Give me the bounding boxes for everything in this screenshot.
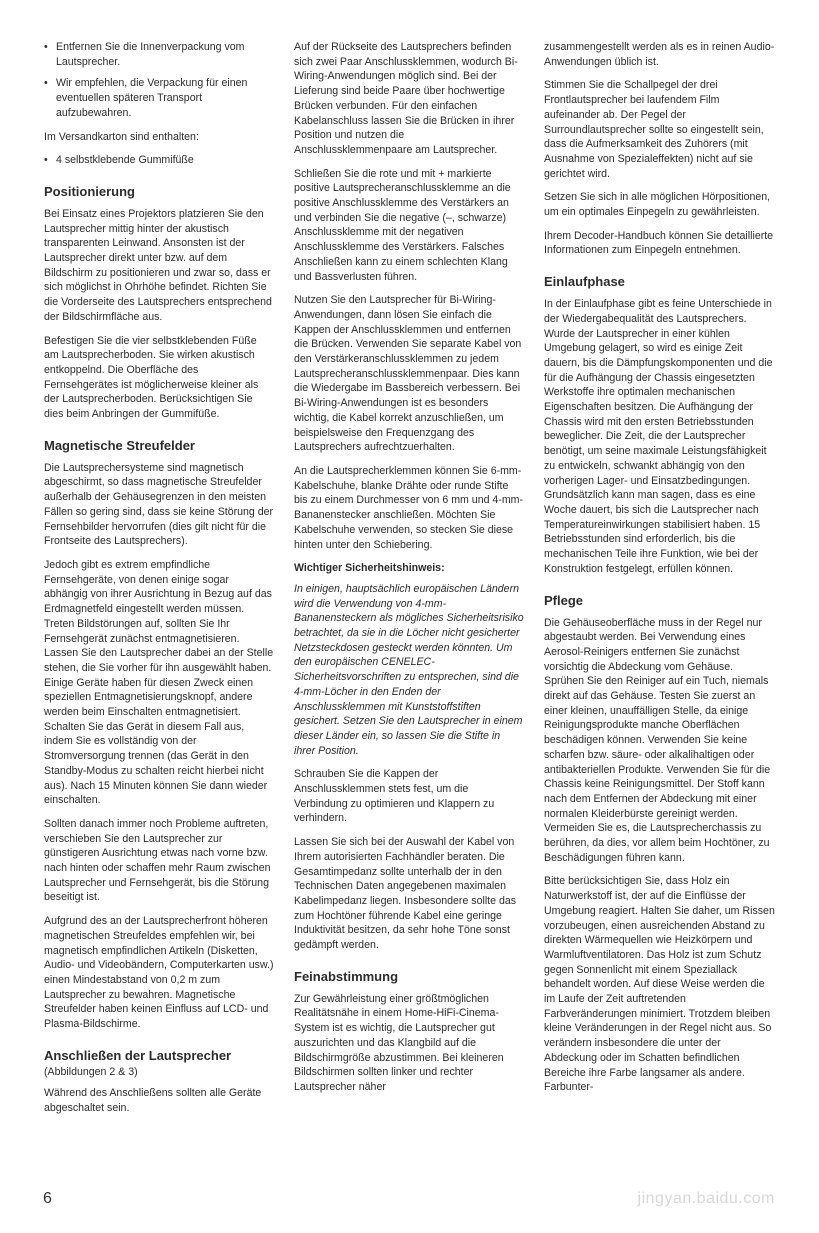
- paragraph: Nutzen Sie den Lautsprecher für Bi-Wiring-Anwendungen, dann lösen Sie einfach die Kappen der Anschlussklemmen und entfernen die Brücken. Verwenden Sie separate Kabel von den Verstärkeranschlussklemmen zu jedem Lautsprecheranschlussklemmenpaar. Dies kann die Wiedergabe im Bassbereich verbessern. Bei Bi-Wiring-Anwendungen ist es besonders wichtig, die Kabel korrekt anzuschließen, um beispielsweise den Frequenzgang des Lautsprechers aufrechtzuerhalten.: [294, 294, 522, 454]
- heading-positionierung: Positionierung: [44, 183, 135, 199]
- bullet-list-contents: [44, 153, 274, 168]
- paragraph: Während des Anschließens sollten alle Geräte abgeschaltet sein.: [44, 1087, 262, 1115]
- heading-sicherheitshinweis: Wichtiger Sicherheitshinweis:: [294, 562, 445, 575]
- column-3: [544, 40, 776, 1104]
- heading-magnetische-streufelder: Magnetische Streufelder: [44, 437, 195, 453]
- paragraph: zusammengestellt werden als es in reinen Audio-Anwendungen üblich ist.: [544, 41, 775, 68]
- paragraph: Setzen Sie sich in alle möglichen Hörpositionen, um ein optimales Einpegeln zu gewährleisten.: [544, 191, 771, 219]
- list-item: • Entfernen Sie die Innenverpackung vom Lautsprecher.: [44, 40, 274, 69]
- paragraph: Zur Gewährleistung einer größtmöglichen Realitätsnähe in einem Home-HiFi-Cinema-System ist es wichtig, die Lautsprecher gut auszurichten und das Klangbild auf die Bildschirmgröße abzustimmen. Bei kleineren Bildschirmen sollten linker und rechter Lautsprecher näher: [294, 992, 504, 1093]
- paragraph: Auf der Rückseite des Lautsprechers befinden sich zwei Paar Anschlussklemmen, wodurch Bi-Wiring-Anwendungen möglich sind. Bei der Lieferung sind beide Paare über hochwertige Brücken verbunden. Für den einfachen Kabelanschluss lassen Sie die Brücken in ihrer Position und nutzen die Anschlussklemmenpaare am Lautsprecher.: [294, 41, 518, 156]
- paragraph: Jedoch gibt es extrem empfindliche Fernsehgeräte, von denen einige sogar abhängig von ihrer Ausrichtung in Bezug auf das Erdmagnetfeld eingestellt werden müssen. Treten Bildstörungen auf, sollten Sie Ihr Fernsehgerät zunächst entmagnetisieren. Lassen Sie den Lautsprecher dabei an der Stelle stehen, die Sie vorher für ihn ausgewählt haben. Einige Geräte haben für diesen Zweck einen speziellen Entmagnetisierungsknopf, andere werden beim Einschalten entmagnetisiert. Schalten Sie das Gerät in diesem Fall aus, indem Sie es vollständig von der Stromversorgung trennen (das Gerät in den Standby-Modus zu schalten reicht hierbei nicht aus). Nach 15 Minuten können Sie dann wieder einschalten.: [44, 558, 274, 807]
- watermark: jingyan.baidu.com: [637, 1190, 775, 1207]
- column-1: [44, 40, 274, 1125]
- paragraph: An die Lautsprecherklemmen können Sie 6-mm-Kabelschuhe, blanke Drähte oder runde Stifte bis zu einem Durchmesser von 6 mm und 4-mm-Bananenstecker anschließen. Möchten Sie Kabelschuhe verwenden, so stecken Sie diese hinten unter den Schiebering.: [294, 464, 524, 551]
- paragraph: Im Versandkarton sind enthalten:: [44, 130, 199, 143]
- paragraph: Die Gehäuseoberfläche muss in der Regel nur abgestaubt werden. Bei Verwendung eines Aerosol-Reinigers entfernen Sie zunächst vorsichtig die Abdeckung vom Gehäuse. Sprühen Sie den Reiniger auf ein Tuch, niemals direkt auf das Gehäuse. Testen Sie zuerst an einer kleinen, unauffälligen Stelle, da einige Reinigungsprodukte manche Oberflächen beschädigen können. Verwenden Sie keine scharfen bzw. säure- oder alkalihaltigen oder antibakteriellen Produkte. Verwenden Sie für die Chassis keine Reinigungsmittel. Der Stoff kann nach dem Entfernen der Abdeckung mit einer normalen Kleiderbürste gereinigt werden. Vermeiden Sie es, die Lautsprecherchassis zu berühren, da dies, vor allem beim Hochtöner, zu Beschädigungen führen kann.: [544, 616, 771, 864]
- page-number: 6: [43, 1190, 52, 1207]
- safety-notice: In einigen, hauptsächlich europäischen Ländern wird die Verwendung von 4-mm-Bananensteckern als mögliches Sicherheitsrisiko betrachtet, da sie in die Löcher nicht gesicherter Netzsteckdosen gesteckt werden könnten. Um den europäischen CENELEC-Sicherheitsvorschriften zu entsprechen, sind die 4-mm-Löcher in den Enden der Anschlussklemmen mit Kunststoffstiften gesichert. Setzen Sie den Lautsprecher in einem dieser Länder ein, so lassen Sie die Stifte in ihrer Position.: [294, 582, 524, 757]
- paragraph: Schrauben Sie die Kappen der Anschlussklemmen stets fest, um die Verbindung zu optimieren und Klappern zu verhindern.: [294, 768, 495, 825]
- paragraph: Schließen Sie die rote und mit + markierte positive Lautsprecheranschlussklemme an die positive Anschlussklemme des Verstärkers an und verbinden Sie die negative (–, schwarze) Anschlussklemme mit der negativen Anschlussklemme des Verstärkers. Falsches Anschließen kann zu einem schlechten Klang und Bassverlusten führen.: [294, 167, 511, 283]
- paragraph: Ihrem Decoder-Handbuch können Sie detaillierte Informationen zum Einpegeln entnehmen.: [544, 229, 774, 257]
- heading-anschliessen: Anschließen der Lautsprecher: [44, 1047, 232, 1063]
- paragraph: Befestigen Sie die vier selbstklebenden Füße am Lautsprecherboden. Sie wirken akustisch entkoppelnd. Die Oberfläche des Fernsehgerätes ist möglicherweise kleiner als der Lautsprecherboden. Berücksichtigen Sie dies beim Anbringen der Gummifüße.: [44, 334, 259, 421]
- paragraph: Bitte berücksichtigen Sie, dass Holz ein Naturwerkstoff ist, der auf die Einflüsse der Umgebung reagiert. Halten Sie daher, um Rissen vorzubeugen, einen ausreichenden Abstand zu direkten Wärmequellen wie Heizkörpern und Warmluftventilatoren. Das Holz ist zum Schutz gegen Sonnenlicht mit einem Speziallack behandelt worden. Auf diese Weise werden die im Laufe der Zeit auftretenden Farbveränderungen minimiert. Trotzdem bleiben kleine Veränderungen in der Regel nicht aus. So verändern insbesondere die unter der Abdeckung oder im Schatten befindlichen Bereiche ihre Farbe langsamer als andere. Farbunter-: [544, 875, 775, 1094]
- paragraph: Lassen Sie sich bei der Auswahl der Kabel von Ihrem autorisierten Fachhändler beraten. Die Gesamtimpedanz sollte unterhalb der in den Technischen Daten angegebenen maximalen Kabelimpedanz liegen. Insbesondere sollte das zum Hochtöner führende Kabel eine geringe Induktivität besitzen, da sehr hohe Töne sonst gedämpft werden.: [294, 836, 517, 952]
- bullet-list-unpacking: [44, 40, 274, 121]
- list-item: • 4 selbstklebende Gummifüße: [44, 153, 274, 168]
- paragraph: Stimmen Sie die Schallpegel der drei Frontlautsprecher bei laufendem Film aufeinander ab. Der Pegel der Surroundlautsprecher sollte so eingestellt sein, dass die Aufmerksamkeit des Zuhörers (mit Ausnahme von Spezialeffekten) nicht auf sie gerichtet wird.: [544, 79, 764, 180]
- heading-einlaufphase: Einlaufphase: [544, 274, 625, 290]
- paragraph: Bei Einsatz eines Projektors platzieren Sie den Lautsprecher mittig hinter der akustisch transparenten Leinwand. Ansonsten ist der Lautsprecher direkt unter bzw. auf dem Bildschirm zu positionieren und zwar so, dass er sich möglichst in Ohrhöhe befindet. Richten Sie die Vorderseite des Lautsprechers entsprechend der Bildschirmfläche aus.: [44, 207, 272, 323]
- heading-feinabstimmung: Feinabstimmung: [294, 968, 399, 984]
- column-2: [294, 40, 524, 1104]
- subheading-abbildungen: (Abbildungen 2 & 3): [44, 1065, 138, 1078]
- paragraph: Aufgrund des an der Lautsprecherfront höheren magnetischen Streufeldes empfehlen wir, bei magnetisch empfindlichen Artikeln (Disketten, Audio- und Videobändern, Computerkarten usw.) einen Mindestabstand von 0,2 m zum Lautsprecher zu bewahren. Magnetische Streufelder haben keinen Einfluss auf LCD- und Plasma-Bildschirme.: [44, 915, 274, 1031]
- heading-pflege: Pflege: [544, 592, 584, 608]
- paragraph: In der Einlaufphase gibt es feine Unterschiede in der Wiedergabequalität des Lautsprechers. Wurde der Lautsprecher in einer kühlen Umgebung gelagert, so wird es einige Zeit dauern, bis die Dämpfungskomponenten und die für die Aufhängung der Chassis eingesetzten Werkstoffe ihre optimalen mechanischen Eigenschaften besitzen. Die Aufhängung der Chassis wird mit den ersten Betriebsstunden beweglicher. Die Zeit, die der Lautsprecher benötigt, um seine maximale Leistungsfähigkeit zu entwickeln, schwankt abhängig von den vorherigen Lager- und Einsatzbedingungen. Grundsätzlich kann man sagen, dass es eine Woche dauert, bis sich die Lautsprecher nach Temperatureinwirkungen stabilisiert haben. 15 Betriebsstunden sind erforderlich, bis die mechanischen Teile ihre Funktion, wie bei der Konstruktion festgelegt, erfüllen können.: [544, 298, 773, 575]
- paragraph: Die Lautsprechersysteme sind magnetisch abgeschirmt, so dass magnetische Streufelder außerhalb der Gehäusegrenzen in den meisten Fällen so gering sind, dass sie keine Störung der Fernsehbilder hervorrufen (dies gilt nicht für die Frontseite des Lautsprechers).: [44, 461, 274, 548]
- paragraph: Sollten danach immer noch Probleme auftreten, verschieben Sie den Lautsprecher zur günstigeren Ausrichtung etwas nach vorne bzw. nach hinten oder schaffen mehr Raum zwischen Lautsprecher und Fernsehgerät, bis die Störung beseitigt ist.: [44, 817, 271, 904]
- list-item: • Wir empfehlen, die Verpackung für einen eventuellen späteren Transport aufzubewahren.: [44, 76, 274, 120]
